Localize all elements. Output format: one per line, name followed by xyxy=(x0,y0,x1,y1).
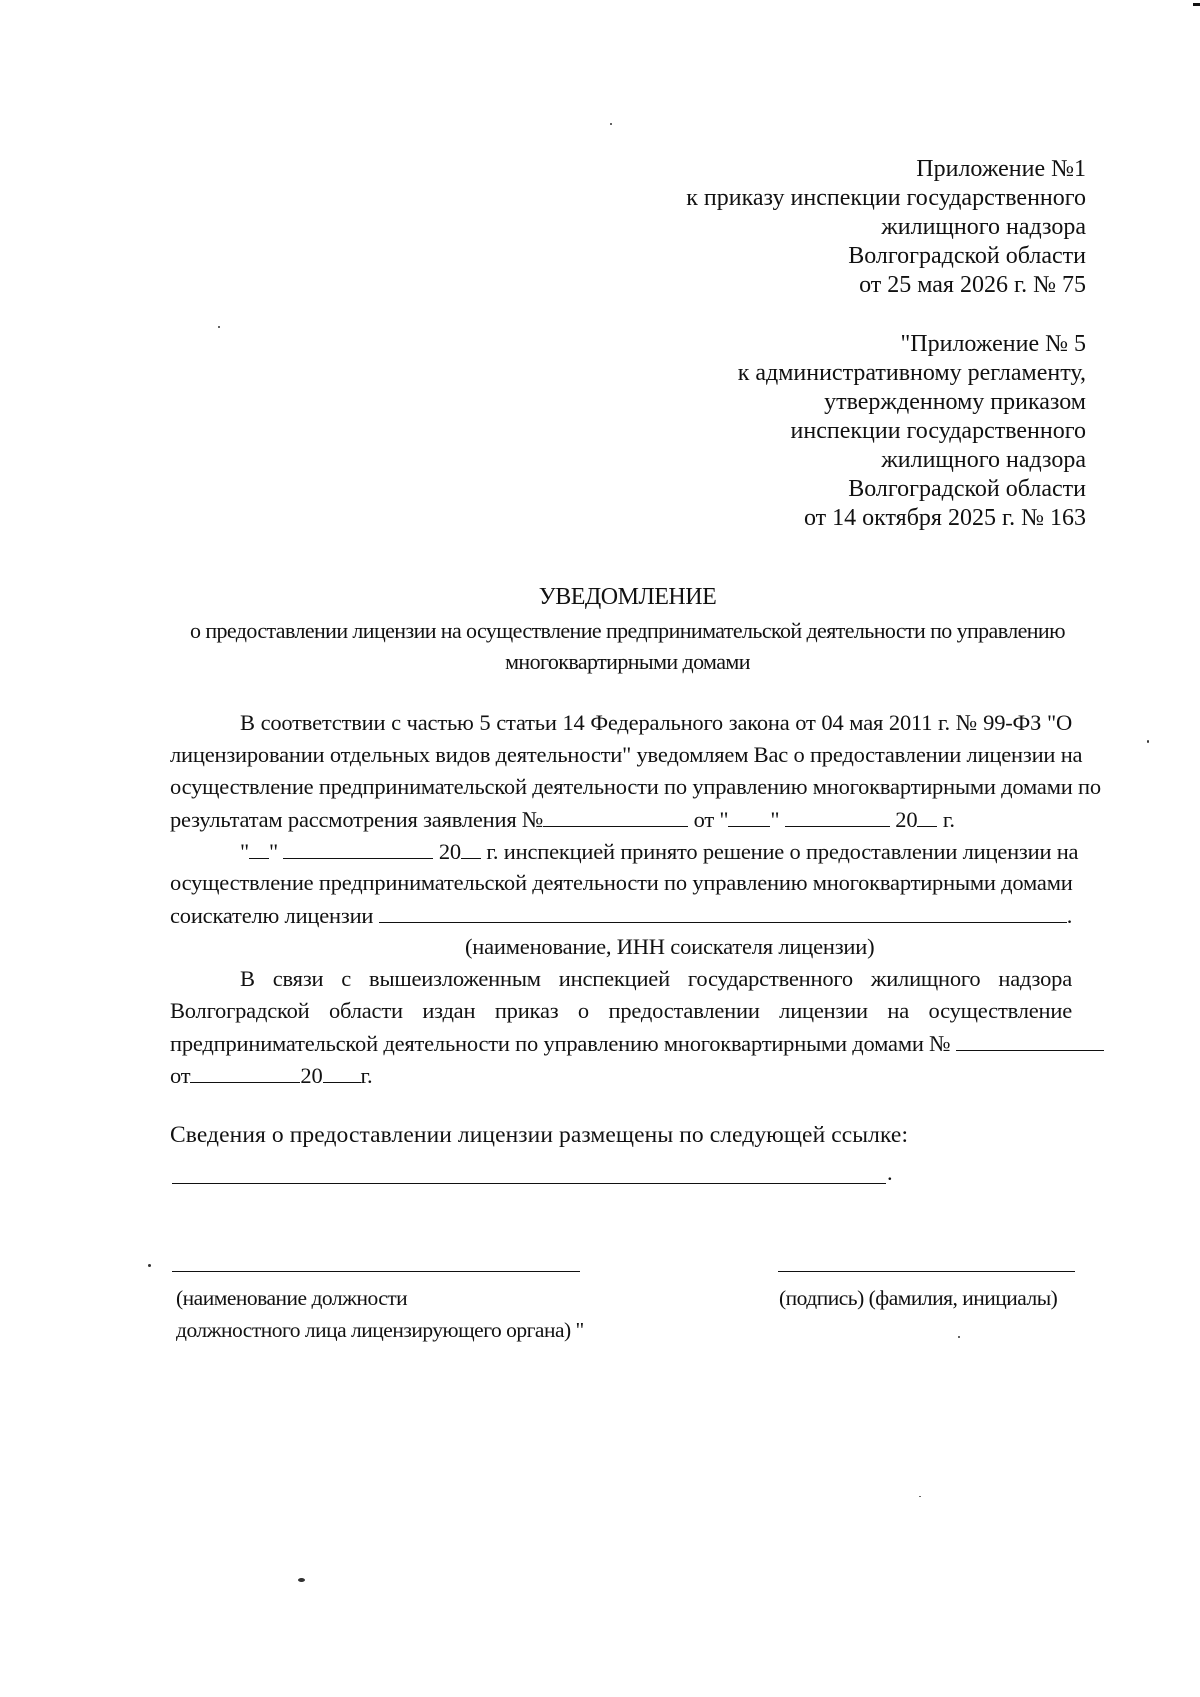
license-link-blank xyxy=(172,1183,886,1184)
order-year-blank xyxy=(323,1062,361,1083)
license-link-text: Сведения о предоставлении лицензии размещены по следующей ссылке: xyxy=(170,1122,909,1148)
paragraph3-line1: В связи с вышеизложенным инспекцией государственного жилищного надзора xyxy=(240,966,1072,991)
application-month-blank xyxy=(785,806,890,827)
paragraph2-line1 xyxy=(240,838,1078,865)
applicant-label: соискателю лицензии xyxy=(170,903,374,928)
application-date-close-quote: " xyxy=(770,807,780,832)
appendix1-region-line: Волгоградской области xyxy=(848,243,1086,269)
decision-date-close-quote: " xyxy=(269,839,278,864)
application-date-open-quote: от " xyxy=(693,807,729,832)
scan-speck xyxy=(298,1578,305,1582)
appendix5-header xyxy=(738,330,1086,533)
decision-year-blank xyxy=(461,838,481,859)
scan-speck xyxy=(958,1336,960,1338)
paragraph1-line3: осуществление предпринимательской деятельности по управлению многоквартирными домами по xyxy=(170,774,1101,799)
application-year-prefix: 20 xyxy=(895,807,918,832)
application-number-blank xyxy=(543,806,688,827)
appendix5-agency-line: жилищного надзора xyxy=(881,447,1086,473)
signature-name-line xyxy=(778,1271,1075,1272)
document-heading: УВЕДОМЛЕНИЕ xyxy=(538,584,717,610)
order-date-blank xyxy=(190,1062,300,1083)
scan-speck xyxy=(148,1264,151,1267)
order-date-label: от xyxy=(170,1063,191,1088)
application-year-suffix: г. xyxy=(942,807,955,832)
scan-edge-mark xyxy=(1193,3,1200,6)
application-day-blank xyxy=(728,806,770,827)
paragraph2-line2: осуществление предпринимательской деятельности по управлению многоквартирными домами xyxy=(170,870,1073,895)
appendix5-title: "Приложение № 5 xyxy=(900,331,1086,357)
applicant-name-blank xyxy=(379,902,1067,923)
applicant-line-end: . xyxy=(1066,903,1073,928)
appendix5-date-line: от 14 октября 2025 г. № 163 xyxy=(803,505,1086,531)
order-year-suffix: г. xyxy=(360,1063,373,1088)
decision-date-open-quote: " xyxy=(240,839,249,864)
appendix1-header xyxy=(686,155,1086,300)
appendix5-regulation-line: к административному регламенту, xyxy=(737,360,1086,386)
document-subtitle-line2: многоквартирными домами xyxy=(505,649,750,674)
paragraph3-line4 xyxy=(170,1062,372,1089)
appendix1-title: Приложение №1 xyxy=(916,156,1086,182)
license-link-end: . xyxy=(887,1160,893,1185)
appendix1-agency-line: жилищного надзора xyxy=(881,214,1086,240)
appendix1-order-line: к приказу инспекции государственного xyxy=(686,185,1086,211)
decision-day-blank xyxy=(249,838,269,859)
paragraph1-line2: лицензировании отдельных видов деятельности" уведомляем Вас о предоставлении лицензии на xyxy=(170,742,1083,767)
position-caption-line2: должностного лица лицензирующего органа) " xyxy=(176,1318,584,1342)
application-year-blank xyxy=(917,806,937,827)
decision-year-prefix: 20 xyxy=(438,839,461,864)
decision-text: г. инспекцией принято решение о предоставлении лицензии на xyxy=(486,839,1079,864)
signature-caption: (подпись) (фамилия, инициалы) xyxy=(779,1286,1058,1310)
appendix5-region-line: Волгоградской области xyxy=(848,476,1086,502)
applicant-caption: (наименование, ИНН соискателя лицензии) xyxy=(465,934,875,959)
paragraph2-line3 xyxy=(170,902,1072,929)
application-number-label: результатам рассмотрения заявления № xyxy=(170,807,544,832)
position-caption-line1: (наименование должности xyxy=(176,1286,408,1310)
decision-month-blank xyxy=(283,838,433,859)
order-number-blank xyxy=(956,1030,1104,1051)
paragraph1-line1: В соответствии с частью 5 статьи 14 Федерального закона от 04 мая 2011 г. № 99-ФЗ "О xyxy=(240,710,1072,735)
order-year-prefix: 20 xyxy=(300,1063,323,1088)
paragraph3-line2: Волгоградской области издан приказ о предоставлении лицензии на осуществление xyxy=(170,998,1072,1023)
appendix5-inspection-line: инспекции государственного xyxy=(790,418,1086,444)
scan-speck xyxy=(1147,740,1149,743)
order-number-label: предпринимательской деятельности по управлению многоквартирными домами № xyxy=(170,1031,951,1056)
appendix5-approved-line: утвержденному приказом xyxy=(824,389,1086,415)
paragraph1-line4 xyxy=(170,806,955,833)
position-signature-line xyxy=(172,1271,580,1272)
appendix1-date-line: от 25 мая 2026 г. № 75 xyxy=(859,272,1086,298)
paragraph3-line3 xyxy=(170,1030,1104,1057)
document-subtitle-line1: о предоставлении лицензии на осуществление предпринимательской деятельности по управлению xyxy=(190,618,1065,643)
scan-speck xyxy=(218,326,220,328)
scan-speck xyxy=(610,123,612,125)
scan-speck xyxy=(919,1496,921,1497)
